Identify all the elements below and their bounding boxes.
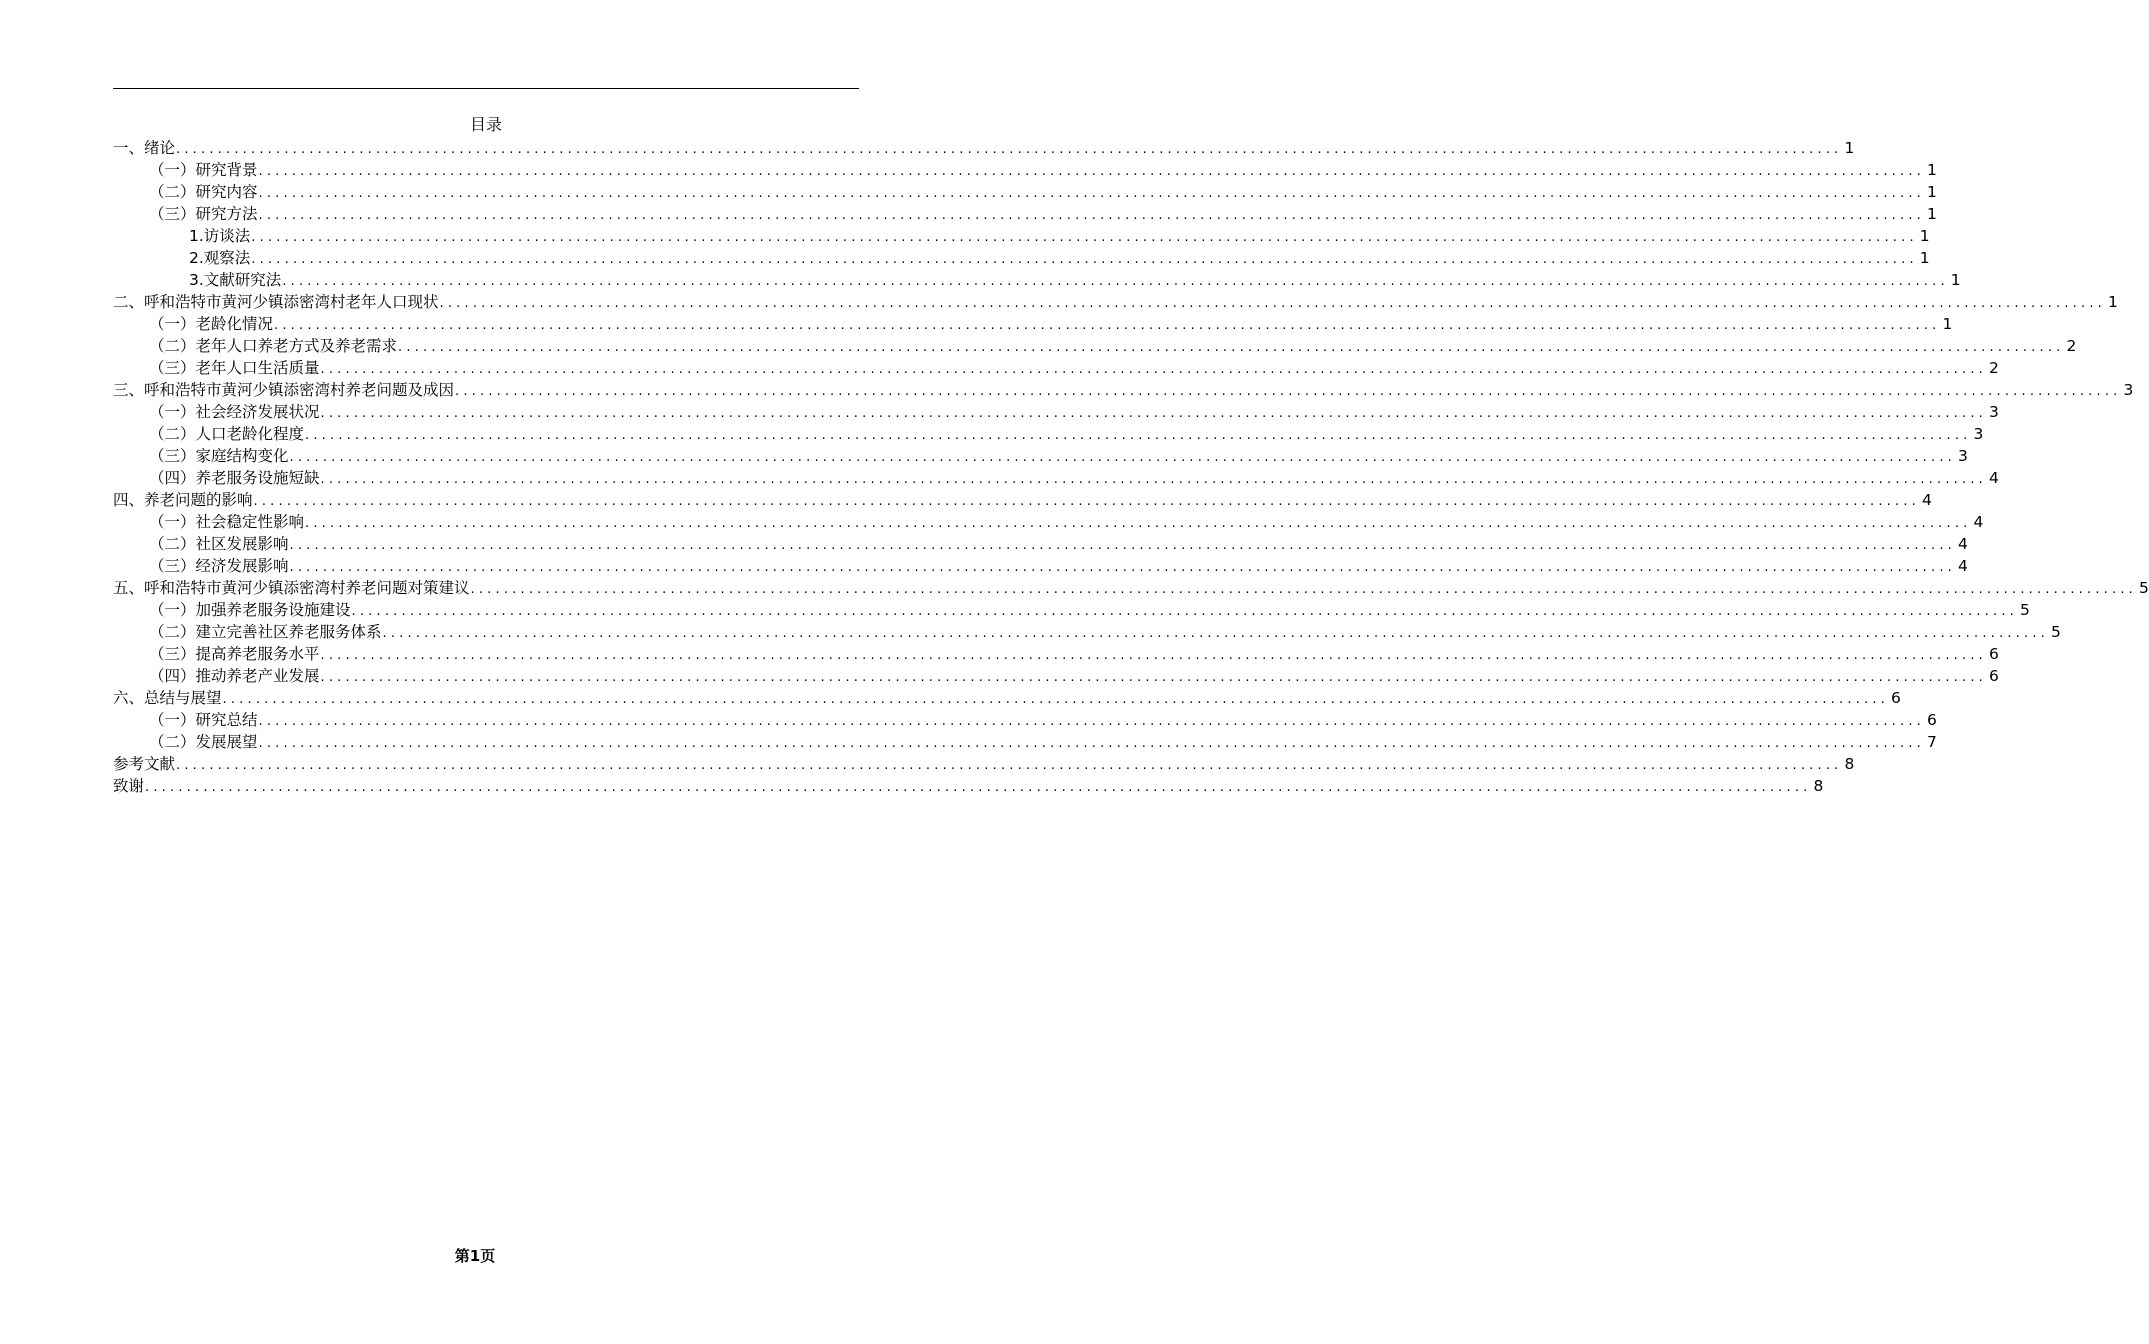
toc-entry[interactable] <box>113 423 1984 445</box>
toc-entry-page-number: 4 <box>1921 491 1932 509</box>
toc-entry-page-number: 4 <box>1957 535 1968 553</box>
toc-entry-page-number: 3 <box>1988 403 1999 421</box>
toc-dot-leader: ........................................................................................................................................................................................................ <box>305 428 1972 443</box>
toc-entry-text: （二）老年人口养老方式及养老需求 <box>149 337 398 355</box>
toc-entry-page-number: 4 <box>1988 469 1999 487</box>
toc-dot-leader: ........................................................................................................................................................................................................ <box>258 208 1925 223</box>
toc-entry[interactable] <box>113 511 1984 533</box>
toc-entry-text: 访谈法 <box>203 227 251 245</box>
toc-entry[interactable] <box>113 555 1968 577</box>
toc-entry-page-number: 1 <box>1919 249 1930 267</box>
toc-dot-leader: ........................................................................................................................................................................................................ <box>320 406 1987 421</box>
toc-dot-leader: ........................................................................................................................................................................................................ <box>320 472 1987 487</box>
toc-entry-page-number: 6 <box>1926 711 1937 729</box>
toc-entry[interactable] <box>113 313 1953 335</box>
toc-entry[interactable] <box>113 753 1855 775</box>
toc-entry[interactable] <box>113 577 2149 599</box>
toc-entry-number: 3. <box>189 271 204 289</box>
toc-entry-text: 文献研究法 <box>203 271 282 289</box>
toc-dot-leader: ........................................................................................................................................................................................................ <box>258 714 1925 729</box>
toc-entry[interactable] <box>113 621 2061 643</box>
toc-entry-page-number: 1 <box>1950 271 1961 289</box>
toc-entry-page-number: 6 <box>1988 667 1999 685</box>
toc-entry-text: 五、呼和浩特市黄河少镇添密湾村养老问题对策建议 <box>113 579 470 597</box>
toc-entry[interactable] <box>113 335 2077 357</box>
toc-dot-leader: ........................................................................................................................................................................................................ <box>289 560 1956 575</box>
toc-entry-text: （四）推动养老产业发展 <box>149 667 320 685</box>
toc-entry-page-number: 8 <box>1844 755 1855 773</box>
toc-entry[interactable] <box>113 665 1999 687</box>
toc-entry[interactable] <box>113 137 1855 159</box>
toc-dot-leader: ........................................................................................................................................................................................................ <box>289 450 1956 465</box>
toc-dot-leader: ........................................................................................................................................................................................................ <box>251 230 1918 245</box>
toc-entry[interactable] <box>113 379 2134 401</box>
toc-entry-page-number: 6 <box>1988 645 1999 663</box>
toc-dot-leader: ........................................................................................................................................................................................................ <box>382 626 2049 641</box>
page-number-footer: 第1页 <box>454 1247 496 1265</box>
toc-entry[interactable] <box>113 445 1968 467</box>
toc-entry-number: 1. <box>189 227 204 245</box>
toc-entry-text: 二、呼和浩特市黄河少镇添密湾村老年人口现状 <box>113 293 439 311</box>
toc-entry[interactable] <box>113 533 1968 555</box>
toc-entry-page-number: 1 <box>2107 293 2118 311</box>
toc-entry-text: （一）研究总结 <box>149 711 258 729</box>
toc-dot-leader: ........................................................................................................................................................................................................ <box>222 692 1889 707</box>
toc-entry-text: （二）研究内容 <box>149 183 258 201</box>
toc-entry[interactable] <box>113 181 1937 203</box>
toc-dot-leader: ........................................................................................................................................................................................................ <box>289 538 1956 553</box>
toc-entry[interactable] <box>113 775 1824 797</box>
toc-entry-text: 观察法 <box>203 249 251 267</box>
toc-dot-leader: ........................................................................................................................................................................................................ <box>251 252 1918 267</box>
toc-entry[interactable] <box>113 709 1937 731</box>
toc-entry-text: （二）建立完善社区养老服务体系 <box>149 623 382 641</box>
toc-dot-leader: ........................................................................................................................................................................................................ <box>455 384 2122 399</box>
toc-entry-page-number: 1 <box>1926 161 1937 179</box>
toc-entry-page-number: 5 <box>2138 579 2149 597</box>
toc-entry-page-number: 1 <box>1942 315 1953 333</box>
toc-entry-text: 四、养老问题的影响 <box>113 491 253 509</box>
toc-entry-text: （一）社会稳定性影响 <box>149 513 305 531</box>
toc-entry-text: 六、总结与展望 <box>113 689 222 707</box>
toc-entry-text: （一）社会经济发展状况 <box>149 403 320 421</box>
toc-entry[interactable] <box>113 291 2118 313</box>
toc-entry-page-number: 6 <box>1890 689 1901 707</box>
toc-entry-text: （二）发展展望 <box>149 733 258 751</box>
toc-entry-page-number: 1 <box>1919 227 1930 245</box>
toc-entry-page-number: 2 <box>2066 337 2077 355</box>
toc-entry[interactable] <box>113 687 1901 709</box>
toc-entry-page-number: 4 <box>1973 513 1984 531</box>
toc-entry-text: （三）研究方法 <box>149 205 258 223</box>
toc-dot-leader: ........................................................................................................................................................................................................ <box>258 736 1925 751</box>
toc-dot-leader: ........................................................................................................................................................................................................ <box>320 670 1987 685</box>
toc-dot-leader: ........................................................................................................................................................................................................ <box>398 340 2065 355</box>
toc-entry-page-number: 5 <box>2019 601 2030 619</box>
toc-entry-text: （二）人口老龄化程度 <box>149 425 305 443</box>
toc-entry-number: 2. <box>189 249 204 267</box>
toc-dot-leader: ........................................................................................................................................................................................................ <box>351 604 2018 619</box>
toc-entry-text: （二）社区发展影响 <box>149 535 289 553</box>
toc-entry-page-number: 2 <box>1988 359 1999 377</box>
toc-entry-page-number: 8 <box>1813 777 1824 795</box>
toc-entry-page-number: 1 <box>1844 139 1855 157</box>
toc-entry-text: （三）家庭结构变化 <box>149 447 289 465</box>
toc-entry[interactable] <box>113 731 1937 753</box>
toc-dot-leader: ........................................................................................................................................................................................................ <box>439 296 2106 311</box>
toc-entry-text: 致谢 <box>113 777 145 795</box>
toc-dot-leader: ........................................................................................................................................................................................................ <box>274 318 1941 333</box>
toc-dot-leader: ........................................................................................................................................................................................................ <box>258 186 1925 201</box>
toc-entry-text: （四）养老服务设施短缺 <box>149 469 320 487</box>
toc-entry[interactable] <box>113 643 1999 665</box>
toc-entry-page-number: 1 <box>1926 183 1937 201</box>
toc-entry-page-number: 5 <box>2050 623 2061 641</box>
toc-dot-leader: ........................................................................................................................................................................................................ <box>176 142 1843 157</box>
toc-dot-leader: ........................................................................................................................................................................................................ <box>470 582 2137 597</box>
toc-dot-leader: ........................................................................................................................................................................................................ <box>320 362 1987 377</box>
toc-entry-text: 三、呼和浩特市黄河少镇添密湾村养老问题及成因 <box>113 381 455 399</box>
toc-title: 目录 <box>469 115 502 134</box>
toc-dot-leader: ........................................................................................................................................................................................................ <box>320 648 1987 663</box>
toc-entry[interactable] <box>113 269 1961 291</box>
table-of-contents <box>113 137 2149 797</box>
toc-entry-page-number: 3 <box>2123 381 2134 399</box>
toc-dot-leader: ........................................................................................................................................................................................................ <box>145 780 1812 795</box>
toc-entry-text: （一）加强养老服务设施建设 <box>149 601 351 619</box>
toc-entry[interactable] <box>113 489 1932 511</box>
toc-entry-page-number: 3 <box>1973 425 1984 443</box>
toc-entry-page-number: 4 <box>1957 557 1968 575</box>
toc-dot-leader: ........................................................................................................................................................................................................ <box>253 494 1920 509</box>
toc-entry-text: （三）提高养老服务水平 <box>149 645 320 663</box>
toc-dot-leader: ........................................................................................................................................................................................................ <box>258 164 1925 179</box>
toc-entry[interactable] <box>113 203 1937 225</box>
toc-entry-text: （一）研究背景 <box>149 161 258 179</box>
toc-entry[interactable] <box>113 599 2030 621</box>
toc-entry[interactable] <box>113 225 1930 247</box>
toc-entry-text: （三）经济发展影响 <box>149 557 289 575</box>
toc-entry[interactable] <box>113 401 1999 423</box>
toc-dot-leader: ........................................................................................................................................................................................................ <box>305 516 1972 531</box>
toc-entry[interactable] <box>113 247 1930 269</box>
toc-entry-page-number: 3 <box>1957 447 1968 465</box>
toc-entry[interactable] <box>113 159 1937 181</box>
toc-entry[interactable] <box>113 467 1999 489</box>
toc-entry-page-number: 1 <box>1926 205 1937 223</box>
header-rule <box>113 88 859 89</box>
toc-entry-text: 一、绪论 <box>113 139 176 157</box>
toc-dot-leader: ........................................................................................................................................................................................................ <box>282 274 1949 289</box>
toc-entry-text: （三）老年人口生活质量 <box>149 359 320 377</box>
toc-entry-text: 参考文献 <box>113 755 176 773</box>
toc-entry[interactable] <box>113 357 1999 379</box>
toc-dot-leader: ........................................................................................................................................................................................................ <box>176 758 1843 773</box>
toc-entry-text: （一）老龄化情况 <box>149 315 274 333</box>
toc-entry-page-number: 7 <box>1926 733 1937 751</box>
